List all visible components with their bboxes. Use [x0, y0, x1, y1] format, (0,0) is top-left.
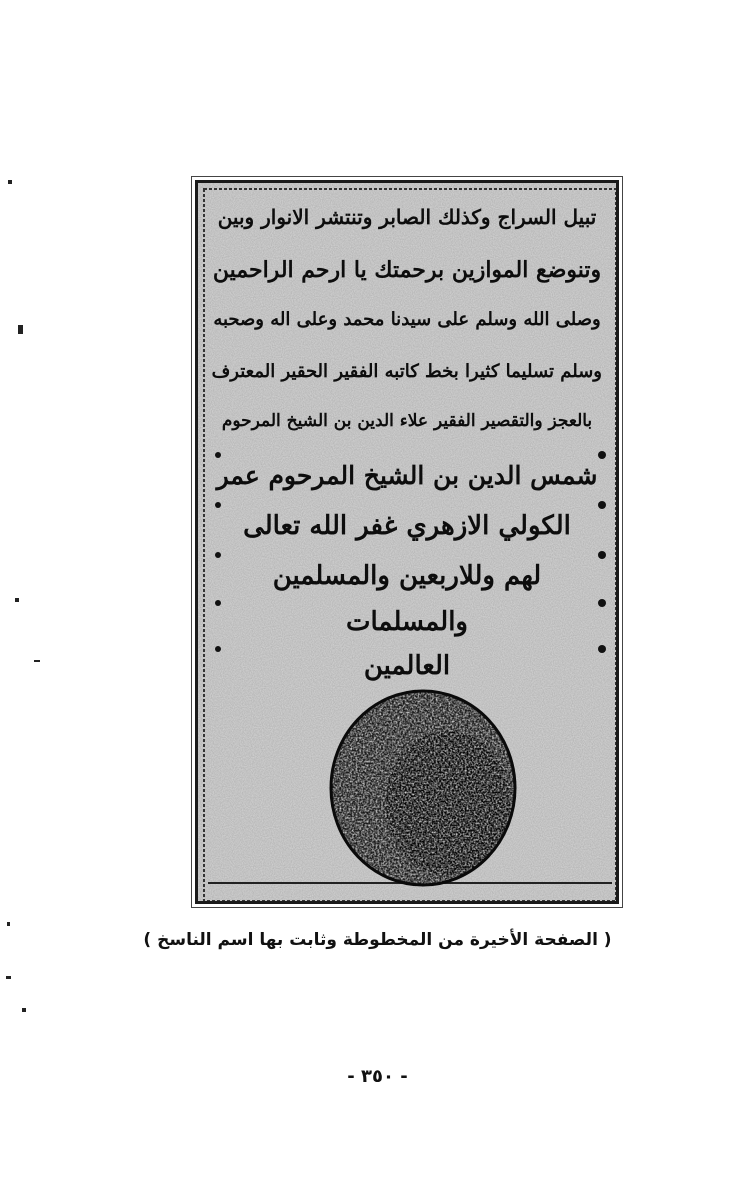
- margin-speck: [22, 1008, 26, 1012]
- margin-speck: [34, 660, 40, 662]
- margin-speck: [18, 325, 23, 334]
- image-caption: ( الصفحة الأخيرة من المخطوطة وثابت بها اسم الناسخ ): [143, 930, 612, 950]
- seal-stamp: [318, 683, 528, 893]
- manuscript-line: وسلم تسليما كثيرا بخط كاتبه الفقير الحقير المعترف: [212, 361, 602, 382]
- manuscript-line: الكولي الازهري غفر الله تعالى: [243, 511, 571, 541]
- manuscript-line: تبيل السراج وكذلك الصابر وتنتشر الانوار وبين: [217, 205, 597, 229]
- margin-speck: [15, 598, 19, 602]
- manuscript-line: لهم وللاربعين والمسلمين: [272, 561, 542, 591]
- page-number: - ٣٥٠ -: [347, 1066, 408, 1087]
- manuscript-line: والمسلمات: [346, 607, 468, 637]
- manuscript-line: وتنوضع الموازين برحمتك يا ارحم الراحمين: [212, 257, 602, 283]
- manuscript-line: شمس الدين بن الشيخ المرحوم عمر: [216, 461, 598, 490]
- manuscript-line: وصلى الله وسلم على سيدنا محمد وعلى اله وصحبه: [213, 309, 601, 330]
- manuscript-text: [212, 205, 602, 681]
- manuscript-image: [195, 180, 619, 904]
- margin-speck: [6, 976, 11, 979]
- manuscript-line: بالعجز والتقصير الفقير علاء الدين بن الشيخ المرحوم: [221, 411, 593, 431]
- manuscript-line: العالمين: [363, 651, 451, 681]
- margin-speck: [8, 180, 12, 184]
- margin-speck: [7, 922, 10, 926]
